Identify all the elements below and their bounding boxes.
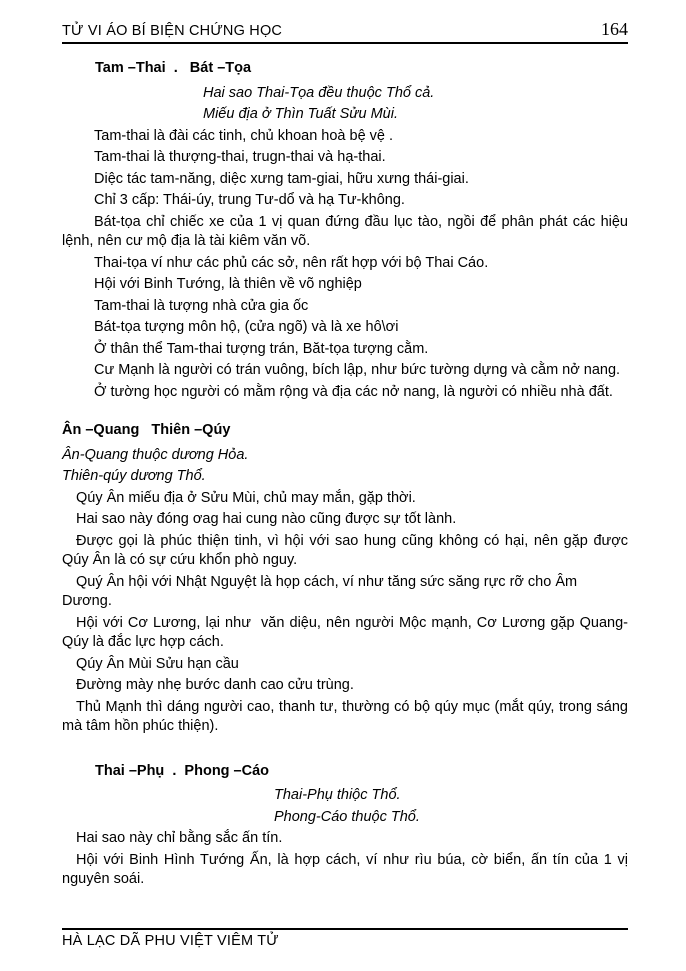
paragraph: Qúy Ân miếu địa ở Sửu Mùi, chủ may mắn, gặp thời. xyxy=(76,489,416,506)
paragraph: Hội với Binh Tướng, là thiên về võ nghiệp xyxy=(94,276,362,292)
section-heading: Thai –Phụ . Phong –Cáo xyxy=(95,762,270,779)
paragraph: Thai-tọa ví như các phủ các sở, nên rất hợp với bộ Thai Cáo. xyxy=(94,254,489,271)
paragraph: Qúy Ân Mùi Sửu hạn cầu xyxy=(76,655,239,672)
footer-author: HÀ LẠC DÃ PHU VIỆT VIÊM TỬ xyxy=(62,933,279,949)
spacer xyxy=(62,739,628,761)
subtitle-line: Thai-Phụ thiộc Thổ. xyxy=(274,787,401,803)
subtitle-line: Thiên-qúy dương Thổ. xyxy=(62,468,206,484)
header-rule xyxy=(62,20,628,44)
paragraph: Được gọi là phúc thiện tinh, vì hội với sao hung cũng không có hại, nên gặp được Qúy Ân là có sự cứu khổn phò nguy. xyxy=(62,532,633,568)
page-header xyxy=(0,0,686,44)
paragraph: Hội với Binh Hình Tướng Ấn, là hợp cách, ví như rìu búa, cờ biển, ấn tín của 1 vị nguyên soái. xyxy=(62,851,633,887)
paragraph: Hai sao này chỉ bằng sắc ấn tín. xyxy=(76,830,283,846)
subtitle-line: Miếu địa ở Thìn Tuất Sửu Mùi. xyxy=(203,106,398,122)
book-title: TỬ VI ÁO BÍ BIỆN CHỨNG HỌC xyxy=(62,23,283,39)
paragraph: Diệc tác tam-năng, diệc xưng tam-giai, hữu xưng thái-giai. xyxy=(94,170,469,187)
paragraph: Tam-thai là thượng-thai, trugn-thai và hạ-thai. xyxy=(94,149,386,165)
paragraph: Thủ Mạnh thì dáng người cao, thanh tư, thường có bộ qúy mục (mắt qúy, trong sáng mà tâm hồn phúc thiện). xyxy=(62,698,633,734)
paragraph: Ở thân thể Tam-thai tượng trán, Băt-tọa tượng cằm. xyxy=(94,340,429,357)
subtitle-line: Ân-Quang thuộc dương Hỏa. xyxy=(62,446,249,463)
paragraph: Tam-thai là tượng nhà cửa gia ốc xyxy=(94,297,309,314)
paragraph: Bát-tọa chỉ chiếc xe của 1 vị quan đứng đầu lục tào, ngồi để phân phát các hiệu lệnh, nên cư mộ địa là tài kiêm văn võ. xyxy=(62,213,633,249)
paragraph: Đường mày nhẹ bước danh cao cửu trùng. xyxy=(76,677,354,693)
spacer xyxy=(62,404,628,420)
page-body xyxy=(0,44,686,890)
page-number: 164 xyxy=(601,19,628,39)
subtitle-line: Hai sao Thai-Tọa đều thuộc Thổ cả. xyxy=(203,84,435,101)
paragraph: Tam-thai là đài các tinh, chủ khoan hoà bệ vệ . xyxy=(94,127,394,144)
section-heading: Tam –Thai . Bát –Tọa xyxy=(95,60,252,76)
subtitle-line: Phong-Cáo thuộc Thổ. xyxy=(274,808,420,825)
paragraph: Ở tường học người có mằm rộng và địa các nở nang, là người có nhiều nhà đất. xyxy=(94,383,613,400)
paragraph: Chỉ 3 cấp: Thái-úy, trung Tư-dổ và hạ Tư-không. xyxy=(94,192,405,208)
section-heading: Ân –Quang Thiên –Qúy xyxy=(62,422,231,438)
paragraph: Bát-tọa tượng môn hộ, (cửa ngõ) và là xe hô\ơi xyxy=(94,319,399,335)
paragraph: Cư Mạnh là người có trán vuông, bích lập, như bức tường dựng và cằm nở nang. xyxy=(94,362,621,378)
page-footer xyxy=(62,928,628,949)
paragraph: Hội với Cơ Lương, lại như văn diệu, nên người Mộc mạnh, Cơ Lương gặp Quang-Qúy là đắc lực hợp cách. xyxy=(62,614,628,650)
paragraph: Hai sao này đóng ơag hai cung nào cũng được sự tốt lành. xyxy=(76,511,457,527)
paragraph: Quý Ân hội với Nhật Nguyệt là họp cách, ví như tăng sức săng rực rỡ cho Âm Dương. xyxy=(62,573,582,609)
